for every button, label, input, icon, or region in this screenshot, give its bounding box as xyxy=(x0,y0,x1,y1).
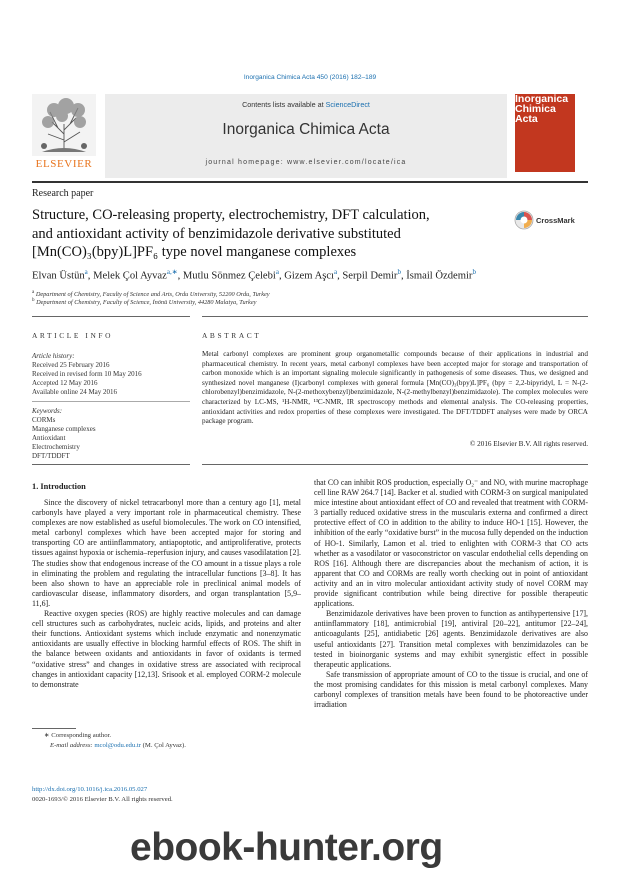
header-divider xyxy=(32,181,588,183)
article-info-heading: ARTICLE INFO xyxy=(32,331,114,340)
info-mid-rule xyxy=(32,401,190,402)
footnote xyxy=(44,731,186,750)
abstract-bottom-rule xyxy=(202,464,588,465)
history-item: Available online 24 May 2016 xyxy=(32,388,118,396)
article-title-line-3: [Mn(CO)₃(bpy)L]PF₆ type novel manganese complexes xyxy=(32,244,357,260)
affiliation-b xyxy=(32,298,256,306)
contents-line xyxy=(105,100,507,109)
cover-title: Inorganica Chimica Acta xyxy=(515,93,569,125)
affiliation-a xyxy=(32,290,270,298)
history-item: Accepted 12 May 2016 xyxy=(32,379,98,387)
body-column-left xyxy=(32,498,301,690)
journal-reference[interactable]: Inorganica Chimica Acta 450 (2016) 182–189 xyxy=(243,74,377,81)
history-list xyxy=(32,361,142,397)
author-name[interactable]: Elvan Üstün xyxy=(32,270,85,282)
keyword-item: Antioxidant xyxy=(32,434,66,442)
keyword-item: Electrochemistry xyxy=(32,443,80,451)
article-title xyxy=(32,206,492,262)
body-paragraph: Benzimidazole derivatives have been proven to function as antihypertensive [17], antiinflammatory [18], antimicrobial [19], antiviral [20–22], antitumor [22–24], anticoagulants [25], antidiabetic [26] agents. Benzimidazole derivatives are also useful antioxidants [27]. Transition metal complexes with benzimidazoles can be tested in bioinorganic systems and may exhibit synergistic effect in possible therapeutic applications. xyxy=(314,609,588,669)
keyword-item: Manganese complexes xyxy=(32,425,96,433)
author-name[interactable]: Melek Çol Ayvaz xyxy=(93,270,167,282)
email-label: E-mail address: xyxy=(50,741,95,749)
sciencedirect-link[interactable]: ScienceDirect xyxy=(325,100,370,109)
keywords-list xyxy=(32,416,96,461)
email-line xyxy=(44,741,186,751)
author-affiliation-mark[interactable]: b xyxy=(472,268,476,276)
info-bottom-rule xyxy=(32,464,190,465)
author-name[interactable]: Serpil Demir xyxy=(342,270,398,282)
history-label: Article history: xyxy=(32,352,75,360)
homepage-prefix: journal homepage: xyxy=(205,159,287,166)
journal-title: Inorganica Chimica Acta xyxy=(222,121,390,138)
footnote-rule xyxy=(32,728,76,729)
info-top-rule xyxy=(32,316,190,317)
author-name[interactable]: Gizem Aşcı xyxy=(284,270,334,282)
abstract-top-rule xyxy=(202,316,588,317)
body-paragraph: Since the discovery of nickel tetracarbonyl more than a century ago [1], metal carbonyls have played a very important role in pharmaceutical chemistry. These complexes are now established as useful biomolecules. The work on CO intensified, metal carbonyl complexes which have been accepted major for storing and transporting CO are antiinflammatory, antiapoptotic, and antiproliferative, protects tissues against hypoxia or ischemia–reperfusion injury, and causes vasodilatation [2]. The studies show that endogenous increase of the CO amount in a tissue plays a role in eliminating the problem and regulating the intracellular functions [3–8]. It has been also shown to have an appreciable role in preclinical animal models of cardiovascular disease, inflammatory disorders, and organ transplantation [5,9–11,6]. xyxy=(32,498,301,608)
keyword-item: CORMs xyxy=(32,416,56,424)
abstract-text: Metal carbonyl complexes are prominent group organometallic compounds because of their applications in industrial and pharmaceutical chemistry. In recent years, metal carbonyl complexes have been accepted major for storage and transportation of carbon monoxide which is an important signaling molecule significantly in pathogenesis of some diseases. Thus, we designed and synthesized novel manganese (I)carbonyl complexes with general formula [Mn(CO)₃(bpy)L]PF₆ (bpy = 2,2-bipyridyl, L = N-(2-chlorobenzyl)benzimidazole, N-(2-methoxybenzyl)benzimidazole, N-(2-methylbenzyl)benzimidazole). The complex molecules were characterized by LC-MS, ¹H-NMR, ¹³C-NMR, IR spectroscopy methods and elemental analysis. The CO-releasing properties, antioxidant activities and redox properties of these complexes were investigated. The DFT/TDDFT analyses were made by ORCA package program. xyxy=(202,350,588,426)
journal-homepage xyxy=(105,159,507,166)
issn-line: 0020-1693/© 2016 Elsevier B.V. All rights reserved. xyxy=(32,796,173,803)
crossmark-icon xyxy=(514,210,534,230)
crossmark-label: CrossMark xyxy=(536,216,575,225)
corresponding-author-note: ∗ Corresponding author. xyxy=(44,732,112,739)
author-list: Elvan Üstün$^a$, Melek Çol Ayvaz$^{a,∗}$, Mutlu Sönmez Çelebi$^a$, Gizem Aşcı$^a$, Serpil Demir$^b$, İsmail Özdemir$^b$ xyxy=(32,268,476,282)
introduction-heading: 1. Introduction xyxy=(32,482,86,491)
affiliation-text: Department of Chemistry, Faculty of Science, İnönü University, 44280 Malatya, Turkey xyxy=(36,299,257,307)
abstract-heading: ABSTRACT xyxy=(202,331,262,340)
article-title-line-2: and antioxidant activity of benzimidazole derivative substituted xyxy=(32,225,401,242)
keyword-item: DFT/TDDFT xyxy=(32,452,70,460)
history-item: Received in revised form 10 May 2016 xyxy=(32,370,142,378)
author-name[interactable]: İsmail Özdemir xyxy=(406,270,473,282)
contents-prefix: Contents lists available at xyxy=(242,100,326,109)
author-affiliation-mark[interactable]: a xyxy=(275,268,279,276)
journal-cover-image[interactable] xyxy=(515,94,575,172)
history-item: Received 25 February 2016 xyxy=(32,361,110,369)
article-type: Research paper xyxy=(32,188,94,199)
article-title-line-1: Structure, CO-releasing property, electrochemistry, DFT calculation, xyxy=(32,207,430,223)
affiliation-text: Department of Chemistry, Faculty of Science and Arts, Ordu University, 52200 Ordu, Turkey xyxy=(35,291,270,299)
affiliation-mark: a xyxy=(32,290,35,295)
watermark-text: ebook-hunter.org xyxy=(130,826,443,869)
body-column-right xyxy=(314,478,588,710)
author-affiliation-mark[interactable]: a xyxy=(334,268,338,276)
email-link[interactable]: mcol@odu.edu.tr xyxy=(94,741,141,749)
author-name[interactable]: Mutlu Sönmez Çelebi xyxy=(182,270,276,282)
homepage-link[interactable]: www.elsevier.com/locate/ica xyxy=(286,159,407,166)
body-paragraph: that CO can inhibit ROS production, especially O₂⁻ and NO, with murine macrophage cell line RAW 264.7 [14]. Backer et al. studied with CORM-3 on surgical manipulated mice intestine about antioxidant effect of CO and revealed that treatment with CORM-3 partially reduced oxidative stress in the muscularis externa and confirmed a direct protective effect of CO in addition to the ability to induce HO-1 [15]. However, the inhibition of the early “oxidative burst” in the mucosa fully depended on the induction of HO-1. Similarly, Lamon et al. tried to enlighten with CORM-3 that CO acts whether as a vasodilator or vasoconstrictor on vascular endothelial cells depending on ROS [16]. Although there are discrepancies about the mechanism of action, it is apparent that CO and CORMs are really worth checking out in point of antioxidant activity and an in vitro molecular antioxidant activity study of novel CORM may provide significant contribution while being directive for possible therapeutic applications. xyxy=(314,478,588,609)
doi-link[interactable]: http://dx.doi.org/10.1016/j.ica.2016.05.027 xyxy=(32,786,148,793)
author-affiliation-mark[interactable]: a xyxy=(84,268,88,276)
email-suffix: (M. Çol Ayvaz). xyxy=(141,741,186,749)
author-affiliation-mark[interactable]: b xyxy=(397,268,401,276)
elsevier-wordmark: ELSEVIER xyxy=(35,158,93,170)
body-paragraph: Reactive oxygen species (ROS) are highly reactive molecules and can damage cell structures such as carbohydrates, nucleic acids, lipids, and proteins and alter their functions. Antioxidant systems which include enzymatic and nonenzymatic antioxidants are usually effective in blocking harmful effects of ROS. The shift in the balance between oxidants and antioxidants in favor of oxidants is termed “oxidative stress” and changes in oxidative stress are associated with reciprocal changes in antioxidant capacity [12,13]. Srisook et al. employed CORM-2 molecule to demonstrate xyxy=(32,609,301,689)
abstract-copyright: © 2016 Elsevier B.V. All rights reserved. xyxy=(469,440,588,448)
crossmark-badge[interactable] xyxy=(514,210,584,232)
keywords-label: Keywords: xyxy=(32,407,63,415)
affiliation-mark: b xyxy=(32,298,35,303)
author-affiliation-mark[interactable]: a,∗ xyxy=(166,268,178,276)
body-paragraph: Safe transmission of appropriate amount of CO to the tissue is crucial, and one of the most promising candidates for this mission is metal carbonyl complexes. Many carbonyl complexes of transition metals have been found to be photoreactive under irradiation xyxy=(314,669,588,710)
